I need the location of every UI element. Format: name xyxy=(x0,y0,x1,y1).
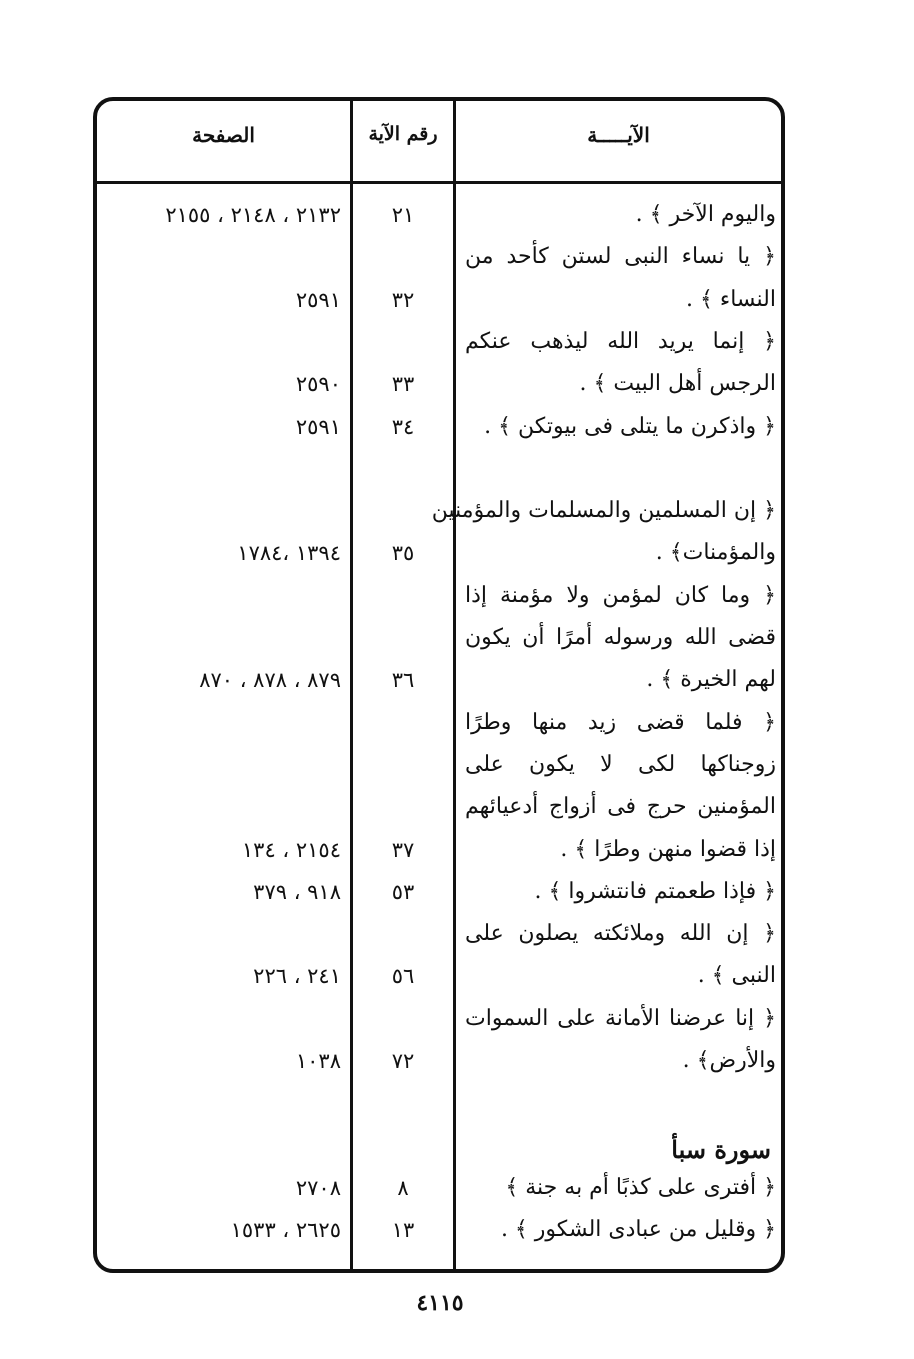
verse-text: الرجس أهل البيت ﴾ . xyxy=(579,371,776,397)
verse-number xyxy=(353,786,453,828)
table-row xyxy=(97,321,781,363)
page-references: ٢٥٩١ xyxy=(295,414,341,439)
table-row xyxy=(97,829,781,871)
verse-text: النساء ﴾ . xyxy=(686,286,776,312)
page-references xyxy=(103,575,341,617)
verse-text: زوجناكها لكى لا يكون على xyxy=(465,751,776,777)
verse-text: ﴿ فإذا طعمتم فانتشروا ﴾ . xyxy=(534,878,776,904)
table-row xyxy=(97,744,781,786)
verse-number xyxy=(353,617,453,659)
page-references xyxy=(103,786,341,828)
table-row xyxy=(97,955,781,997)
table-row xyxy=(97,786,781,828)
verse-number: ٢١ xyxy=(391,203,415,227)
verse-text: إذا قضوا منهن وطرًا ﴾ . xyxy=(560,836,776,862)
page-references: ١٣٩٤ ،١٧٨٤ xyxy=(237,541,341,566)
verse-number xyxy=(353,913,453,955)
verse-text xyxy=(465,448,776,490)
table-row xyxy=(97,363,781,405)
header-divider xyxy=(97,181,781,184)
table-row xyxy=(97,998,781,1040)
page-references xyxy=(103,617,341,659)
page-references: ٢٧٠٨ xyxy=(295,1175,341,1200)
page-number: ٤١١٥ xyxy=(416,1290,464,1316)
verse-text: النبى ﴾ . xyxy=(697,963,776,989)
index-table xyxy=(93,97,785,1273)
table-row xyxy=(97,617,781,659)
surah-heading: سورة سبأ xyxy=(671,1134,771,1164)
table-row xyxy=(97,532,781,574)
table-row xyxy=(97,871,781,913)
verse-number xyxy=(353,1125,453,1167)
verse-text: واليوم الآخر ﴾ . xyxy=(635,202,776,227)
verse-text: المؤمنين حرج فى أزواج أدعيائهم xyxy=(465,794,776,820)
page-references: ٢٤١ ، ٢٢٦ xyxy=(253,964,341,989)
verse-text: ﴿ فلما قضى زيد منها وطرًا xyxy=(465,709,776,735)
table-row xyxy=(97,1167,781,1209)
page-references xyxy=(103,490,341,532)
verse-text: ﴿ أفترى على كذبًا أم به جنة ﴾ xyxy=(505,1174,776,1200)
verse-number xyxy=(353,321,453,363)
verse-number: ٥٦ xyxy=(391,964,415,989)
page-references xyxy=(103,1125,341,1167)
page-references xyxy=(103,702,341,744)
table-row xyxy=(97,702,781,744)
table-row xyxy=(97,236,781,278)
table-row xyxy=(97,279,781,321)
verse-column-header: الآيـــــة xyxy=(587,123,650,147)
verse-text: ﴿ يا نساء النبى لستن كأحد من xyxy=(465,244,776,270)
verse-text: والمؤمنات﴾ . xyxy=(655,540,776,566)
page-references xyxy=(103,998,341,1040)
table-row xyxy=(97,406,781,448)
verse-number: ٨ xyxy=(397,1175,409,1200)
verse-text: ﴿ إن الله وملائكته يصلون على xyxy=(465,921,776,947)
verse-number xyxy=(353,236,453,278)
table-row xyxy=(97,575,781,617)
table-row xyxy=(97,1125,781,1167)
verse-text xyxy=(465,1082,776,1124)
verse-number: ٧٢ xyxy=(391,1049,415,1073)
verse-number: ٣٤ xyxy=(391,414,415,439)
verse-text: ﴿ إنما يريد الله ليذهب عنكم xyxy=(465,328,776,354)
table-row xyxy=(97,490,781,532)
page-references: ٢٥٩١ xyxy=(295,287,341,312)
verse-number xyxy=(353,575,453,617)
table-row xyxy=(97,1209,781,1251)
page-references: ١٠٣٨ xyxy=(295,1049,341,1073)
page-references xyxy=(103,448,341,490)
page-references: ٩١٨ ، ٣٧٩ xyxy=(253,879,341,904)
verse-number xyxy=(353,448,453,490)
verse-number: ٣٥ xyxy=(391,541,415,566)
verse-text: قضى الله ورسوله أمرًا أن يكون xyxy=(465,625,776,650)
table-row xyxy=(97,913,781,955)
table-row xyxy=(97,659,781,701)
verse-text: ﴿ وقليل من عبادى الشكور ﴾ . xyxy=(500,1217,776,1243)
verse-number xyxy=(353,702,453,744)
table-row xyxy=(97,448,781,490)
verse-text: ﴿ واذكرن ما يتلى فى بيوتكن ﴾ . xyxy=(484,413,776,439)
verse-text: ﴿ إنا عرضنا الأمانة على السموات xyxy=(465,1005,776,1031)
page-references xyxy=(103,236,341,278)
table-row xyxy=(97,1040,781,1082)
verse-text: ﴿ إن المسلمين والمسلمات والمؤمنين xyxy=(431,498,776,524)
verse-number-column-header: رقم الآية xyxy=(368,123,438,145)
page-references xyxy=(103,744,341,786)
verse-number: ٣٧ xyxy=(391,837,415,862)
verse-number xyxy=(353,998,453,1040)
verse-number: ١٣ xyxy=(391,1218,415,1243)
page-references: ٢٦٢٥ ، ١٥٣٣ xyxy=(230,1218,341,1243)
verse-text: والأرض﴾ . xyxy=(682,1048,776,1073)
verse-number: ٣٢ xyxy=(391,287,415,312)
page-references xyxy=(103,1082,341,1124)
verse-number: ٣٣ xyxy=(391,372,415,397)
table-row xyxy=(97,1082,781,1124)
verse-text: لهم الخيرة ﴾ . xyxy=(646,667,776,693)
table-row xyxy=(97,194,781,236)
page-references xyxy=(103,913,341,955)
page-references: ٢١٣٢ ، ٢١٤٨ ، ٢١٥٥ xyxy=(165,203,341,227)
pages-column-header: الصفحة xyxy=(192,123,255,147)
page-references: ٨٧٩ ، ٨٧٨ ، ٨٧٠ xyxy=(199,668,341,693)
page-references: ٢٥٩٠ xyxy=(295,372,341,397)
verse-number: ٥٣ xyxy=(391,879,415,904)
page-references: ٢١٥٤ ، ١٣٤ xyxy=(241,837,341,862)
verse-number: ٣٦ xyxy=(391,668,415,693)
page-references xyxy=(103,321,341,363)
verse-number xyxy=(353,744,453,786)
verse-number xyxy=(353,1082,453,1124)
verse-text: ﴿ وما كان لمؤمن ولا مؤمنة إذا xyxy=(465,582,776,608)
